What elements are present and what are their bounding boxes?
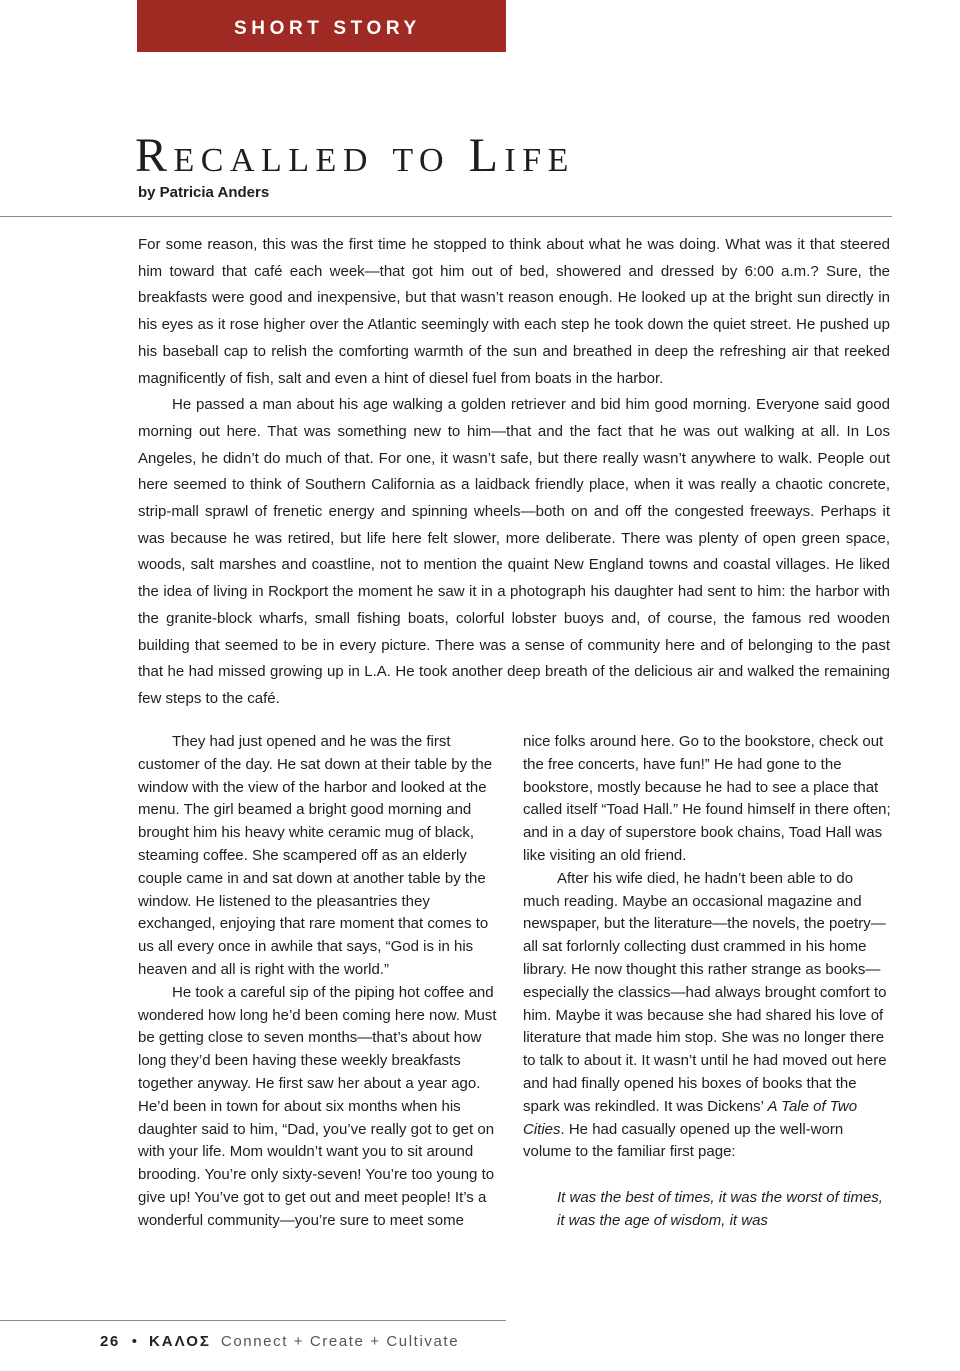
article-byline: by Patricia Anders — [138, 184, 270, 201]
left-column — [138, 731, 502, 1233]
magazine-tagline: Connect + Create + Cultivate — [220, 1333, 460, 1350]
right-column — [523, 731, 893, 1233]
magazine-name: ΚΑΛΟΣ — [148, 1333, 211, 1350]
intro-paragraph: He passed a man about his age walking a golden retriever and bid him good morning. Everyone said good morning out here. That was something new to him—that and the fact that he was out walking at all. In Los Angeles, he didn’t do much of that. For one, it wasn’t safe, but there really wasn’t anywhere to walk. People out here seemed to think of Southern California as a laidback friendly place, when it was really a chaotic concrete, strip-mall sprawl of frenetic energy and spinning wheels—both on and off the congested freeways. Perhaps it was because he was retired, but life here felt slower, more deliberate. There was plenty of open green space, woods, salt marshes and coastline, not to mention the quaint New England towns and coastal villages. He liked the idea of living in Rockport the moment he saw it in a photograph his daughter had sent to him: the harbor with the granite-block wharfs, small fishing boats, colorful lobster buoys and, of course, the famous red wooden building that seemed to be in every picture. There was a sense of community here and of belonging to the past that he had missed growing up in L.A. He took another deep breath of the delicious air and walked the remaining few steps to the café. — [138, 396, 890, 707]
page-footer — [100, 1333, 459, 1350]
paragraph-text: After his wife died, he hadn’t been able to do much reading. Maybe an occasional magazine and newspaper, but the literature—the novels, the poetry—all sat forlornly collecting dust crammed in his home library. He now thought this rather strange as books—especially the classics—had always brought comfort to him. Maybe it was because she had shared his love of literature that made him stop. She was no longer there to talk to about it. It wasn’t until he had moved out here and had finally opened his boxes of books that the spark was rekindled. It was Dickens’ — [523, 869, 887, 1115]
body-paragraph: They had just opened and he was the first customer of the day. He sat down at their table by the window with the view of the harbor and looked at the menu. The girl beamed a bright good morning and brought him his heavy white ceramic mug of black, steaming coffee. She scampered off as an elderly couple came in and sat down at another table by the window. He listened to the pleasantries they exchanged, enjoying that rare moment that comes to us all every once in awhile that says, “God is in his heaven and all is right with the world.” — [138, 733, 493, 978]
body-paragraph: He took a careful sip of the piping hot coffee and wondered how long he’d been coming here now. Must be getting close to seven months—that’s about how long they’d been having these weekly breakfasts together anyway. He first saw her about a year ago. He’d been in town for about six months when his daughter said to him, “Dad, you’ve really got to get on with your life. Mom wouldn’t want you to sit around brooding. You’re only sixty-seven! You’re too young to give up! You’ve got to get out and meet people! It’s a wonderful community—you’re sure to meet some — [138, 983, 497, 1229]
section-banner — [137, 0, 506, 52]
intro-text — [138, 232, 890, 713]
section-label: SHORT STORY — [234, 18, 421, 39]
title-divider — [0, 216, 892, 217]
paragraph-text: . He had casually opened up the well-worn volume to the familiar first page: — [523, 1120, 844, 1161]
article-title: Recalled to Life — [135, 129, 575, 182]
footer-divider — [0, 1320, 506, 1321]
intro-paragraph: For some reason, this was the first time he stopped to think about what he was doing. What was it that steered him toward that café each week—that got him out of bed, showered and dressed by 6:00 a.m.? Sure, the breakfasts were good and inexpensive, but that wasn’t reason enough. He looked up at the bright sun directly in his eyes as it rose higher over the Atlantic seemingly with each step he took down the quiet street. He pushed up his baseball cap to relish the comforting warmth of the sun and breathed in deep the refreshing air that reeked magnificently of fish, salt and even a hint of diesel fuel from boats in the harbor. — [138, 236, 890, 387]
body-paragraph: nice folks around here. Go to the bookstore, check out the free concerts, have fun!” He had gone to the bookstore, mostly because he had to see a place that called itself “Toad Hall.” He found himself in there often; and in a day of superstore book chains, Toad Hall was like visiting an old friend. — [523, 733, 891, 864]
book-title: A Tale of Two Cities — [523, 1097, 858, 1138]
footer-bullet: • — [131, 1333, 137, 1350]
body-paragraph — [523, 868, 893, 1164]
book-quote: It was the best of times, it was the worst of times, it was the age of wisdom, it was — [557, 1189, 883, 1229]
page-number: 26 — [100, 1333, 120, 1350]
